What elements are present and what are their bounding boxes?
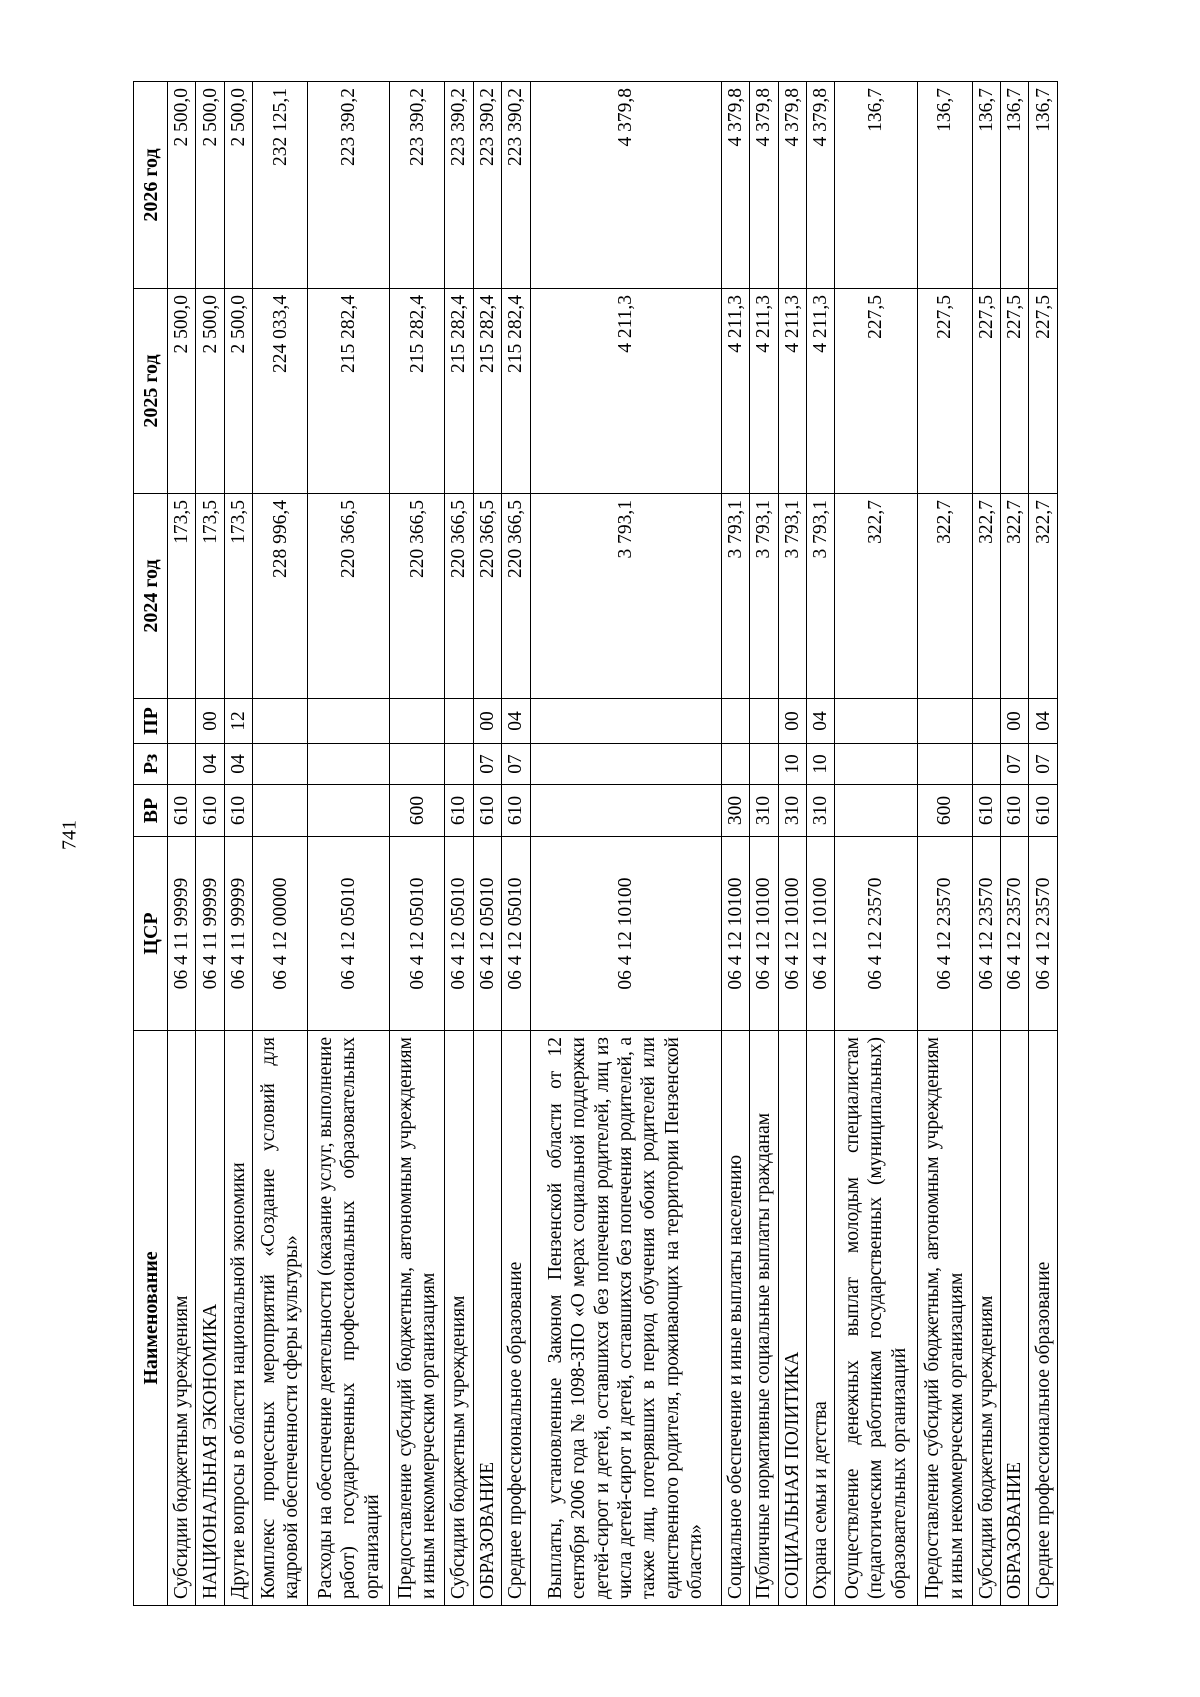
row-2026: 136,7 [972,82,1000,289]
row-csr: 06 4 12 23570 [972,837,1000,1031]
row-2026: 223 390,2 [473,82,501,289]
row-vr: 610 [502,785,530,837]
table-row [721,82,749,1606]
row-pr: 00 [1001,699,1029,744]
row-rz [253,744,308,785]
row-pr [530,699,721,744]
row-vr [253,785,308,837]
row-name: Предоставление субсидий бюджетным, автономным учреждениям и иным некоммерческим организациям [917,1031,972,1606]
table-row [253,82,308,1606]
row-csr: 06 4 11 99999 [224,837,252,1031]
row-csr: 06 4 12 05010 [308,837,390,1031]
row-2026: 4 379,8 [778,82,806,289]
row-name: СОЦИАЛЬНАЯ ПОЛИТИКА [778,1031,806,1606]
row-vr: 610 [168,785,196,837]
row-2024: 3 793,1 [750,494,778,699]
row-rz: 04 [196,744,224,785]
row-2025: 215 282,4 [390,289,445,494]
row-2025: 215 282,4 [445,289,473,494]
row-2025: 227,5 [835,289,917,494]
row-rz [750,744,778,785]
row-name: Социальное обеспечение и иные выплаты населению [721,1031,749,1606]
header-2024: 2024 год [134,494,168,699]
row-2025: 215 282,4 [473,289,501,494]
header-2026: 2026 год [134,82,168,289]
row-2025: 215 282,4 [308,289,390,494]
row-pr: 04 [1029,699,1058,744]
row-2024: 322,7 [917,494,972,699]
row-2025: 227,5 [972,289,1000,494]
row-name: Субсидии бюджетным учреждениям [445,1031,473,1606]
row-csr: 06 4 12 10100 [806,837,834,1031]
row-name: Субсидии бюджетным учреждениям [972,1031,1000,1606]
row-2024: 3 793,1 [530,494,721,699]
row-csr: 06 4 12 23570 [835,837,917,1031]
row-2026: 136,7 [835,82,917,289]
row-name: Другие вопросы в области национальной экономики [224,1031,252,1606]
row-2026: 4 379,8 [530,82,721,289]
row-csr: 06 4 12 10100 [721,837,749,1031]
row-2026: 4 379,8 [750,82,778,289]
row-csr: 06 4 12 10100 [530,837,721,1031]
table-row [778,82,806,1606]
table-row [390,82,445,1606]
table-row [168,82,196,1606]
row-2026: 2 500,0 [224,82,252,289]
table-row [835,82,917,1606]
row-2025: 4 211,3 [778,289,806,494]
table-row [750,82,778,1606]
row-2024: 220 366,5 [473,494,501,699]
row-csr: 06 4 12 05010 [502,837,530,1031]
row-pr [445,699,473,744]
row-rz [168,744,196,785]
table-row [224,82,252,1606]
row-2024: 220 366,5 [445,494,473,699]
row-vr: 610 [196,785,224,837]
row-2024: 322,7 [835,494,917,699]
row-vr [530,785,721,837]
table-body [168,82,1058,1606]
row-2025: 2 500,0 [168,289,196,494]
row-2026: 2 500,0 [168,82,196,289]
row-vr [835,785,917,837]
row-vr: 310 [778,785,806,837]
table-row [972,82,1000,1606]
row-rz [721,744,749,785]
row-2024: 220 366,5 [390,494,445,699]
row-name: ОБРАЗОВАНИЕ [473,1031,501,1606]
row-csr: 06 4 12 05010 [390,837,445,1031]
row-rz [308,744,390,785]
row-rz [390,744,445,785]
row-2024: 3 793,1 [806,494,834,699]
row-2026: 223 390,2 [308,82,390,289]
row-csr: 06 4 12 23570 [1001,837,1029,1031]
row-name: Выплаты, установленные Законом Пензенской области от 12 сентября 2006 года № 1098-ЗПО «О мерах социальной поддержки детей-сирот и детей, оставшихся без попечения родителей, лиц из числа детей-сирот и детей, оставшихся без попечения родителей, а также лиц, потерявших в период обучения обоих родителей или единственного родителя, проживающих на территории Пензенской области» [530,1031,721,1606]
row-csr: 06 4 12 05010 [445,837,473,1031]
row-vr [308,785,390,837]
row-2025: 4 211,3 [721,289,749,494]
row-rz: 04 [224,744,252,785]
row-2026: 223 390,2 [502,82,530,289]
row-pr: 04 [806,699,834,744]
row-name: Осуществление денежных выплат молодым специалистам (педагогическим работникам государственных (муниципальных) образовательных организаций [835,1031,917,1606]
row-2025: 215 282,4 [502,289,530,494]
row-2025: 2 500,0 [196,289,224,494]
row-vr: 610 [224,785,252,837]
row-vr: 610 [1001,785,1029,837]
row-2024: 173,5 [196,494,224,699]
table-row [445,82,473,1606]
row-2024: 228 996,4 [253,494,308,699]
row-csr: 06 4 12 23570 [917,837,972,1031]
row-name: Среднее профессиональное образование [502,1031,530,1606]
row-2024: 220 366,5 [502,494,530,699]
row-name: Охрана семьи и детства [806,1031,834,1606]
row-vr: 610 [972,785,1000,837]
row-2025: 227,5 [917,289,972,494]
row-2024: 322,7 [1001,494,1029,699]
row-rz [917,744,972,785]
row-vr: 600 [917,785,972,837]
row-vr: 600 [390,785,445,837]
row-csr: 06 4 12 10100 [750,837,778,1031]
row-vr: 610 [473,785,501,837]
table-row [917,82,972,1606]
row-pr [972,699,1000,744]
table-row [196,82,224,1606]
budget-table [133,81,1058,1606]
header-row [134,82,168,1606]
row-csr: 06 4 12 23570 [1029,837,1058,1031]
row-rz [530,744,721,785]
row-2026: 136,7 [1029,82,1058,289]
table-row [806,82,834,1606]
row-2025: 2 500,0 [224,289,252,494]
row-2024: 173,5 [168,494,196,699]
header-csr: ЦСР [134,837,168,1031]
row-2026: 223 390,2 [445,82,473,289]
row-name: Предоставление субсидий бюджетным, автономным учреждениям и иным некоммерческим организациям [390,1031,445,1606]
row-vr: 310 [806,785,834,837]
row-2025: 227,5 [1001,289,1029,494]
row-pr [835,699,917,744]
row-csr: 06 4 12 10100 [778,837,806,1031]
row-2026: 136,7 [917,82,972,289]
row-pr [168,699,196,744]
row-2025: 227,5 [1029,289,1058,494]
row-2024: 220 366,5 [308,494,390,699]
row-2024: 173,5 [224,494,252,699]
row-pr: 04 [502,699,530,744]
row-csr: 06 4 12 05010 [473,837,501,1031]
row-2026: 4 379,8 [721,82,749,289]
row-2025: 4 211,3 [530,289,721,494]
row-pr: 00 [473,699,501,744]
row-2026: 223 390,2 [390,82,445,289]
row-vr: 610 [445,785,473,837]
row-pr: 00 [196,699,224,744]
row-vr: 300 [721,785,749,837]
page-number: 741 [58,820,81,850]
table-row [473,82,501,1606]
row-2026: 2 500,0 [196,82,224,289]
row-pr [308,699,390,744]
row-pr: 12 [224,699,252,744]
row-pr [390,699,445,744]
row-2025: 224 033,4 [253,289,308,494]
row-2024: 322,7 [972,494,1000,699]
header-2025: 2025 год [134,289,168,494]
row-name: Расходы на обеспечение деятельности (оказание услуг, выполнение работ) государственных профессиональных образовательных организаций [308,1031,390,1606]
row-2026: 136,7 [1001,82,1029,289]
header-name: Наименование [134,1031,168,1606]
row-2024: 3 793,1 [721,494,749,699]
row-pr [917,699,972,744]
row-rz: 07 [473,744,501,785]
row-2026: 4 379,8 [806,82,834,289]
table-row [308,82,390,1606]
row-vr: 310 [750,785,778,837]
row-name: Среднее профессиональное образование [1029,1031,1058,1606]
row-pr [750,699,778,744]
row-vr: 610 [1029,785,1058,837]
table-row [1001,82,1029,1606]
row-rz [445,744,473,785]
row-csr: 06 4 12 00000 [253,837,308,1031]
row-rz: 07 [502,744,530,785]
row-rz: 07 [1029,744,1058,785]
row-name: ОБРАЗОВАНИЕ [1001,1031,1029,1606]
row-rz: 10 [778,744,806,785]
row-2025: 4 211,3 [806,289,834,494]
table-row [530,82,721,1606]
budget-table-container [133,82,1058,1606]
table-row [1029,82,1058,1606]
table-row [502,82,530,1606]
header-vr: ВР [134,785,168,837]
row-rz: 10 [806,744,834,785]
row-pr [253,699,308,744]
row-pr: 00 [778,699,806,744]
row-name: Комплекс процессных мероприятий «Создание условий для кадровой обеспеченности сферы культуры» [253,1031,308,1606]
header-pr: ПР [134,699,168,744]
row-2024: 3 793,1 [778,494,806,699]
header-rz: Рз [134,744,168,785]
row-2025: 4 211,3 [750,289,778,494]
row-rz: 07 [1001,744,1029,785]
row-2026: 232 125,1 [253,82,308,289]
row-pr [721,699,749,744]
row-2024: 322,7 [1029,494,1058,699]
row-name: Субсидии бюджетным учреждениям [168,1031,196,1606]
row-rz [835,744,917,785]
row-csr: 06 4 11 99999 [168,837,196,1031]
row-rz [972,744,1000,785]
row-name: Публичные нормативные социальные выплаты гражданам [750,1031,778,1606]
row-csr: 06 4 11 99999 [196,837,224,1031]
row-name: НАЦИОНАЛЬНАЯ ЭКОНОМИКА [196,1031,224,1606]
